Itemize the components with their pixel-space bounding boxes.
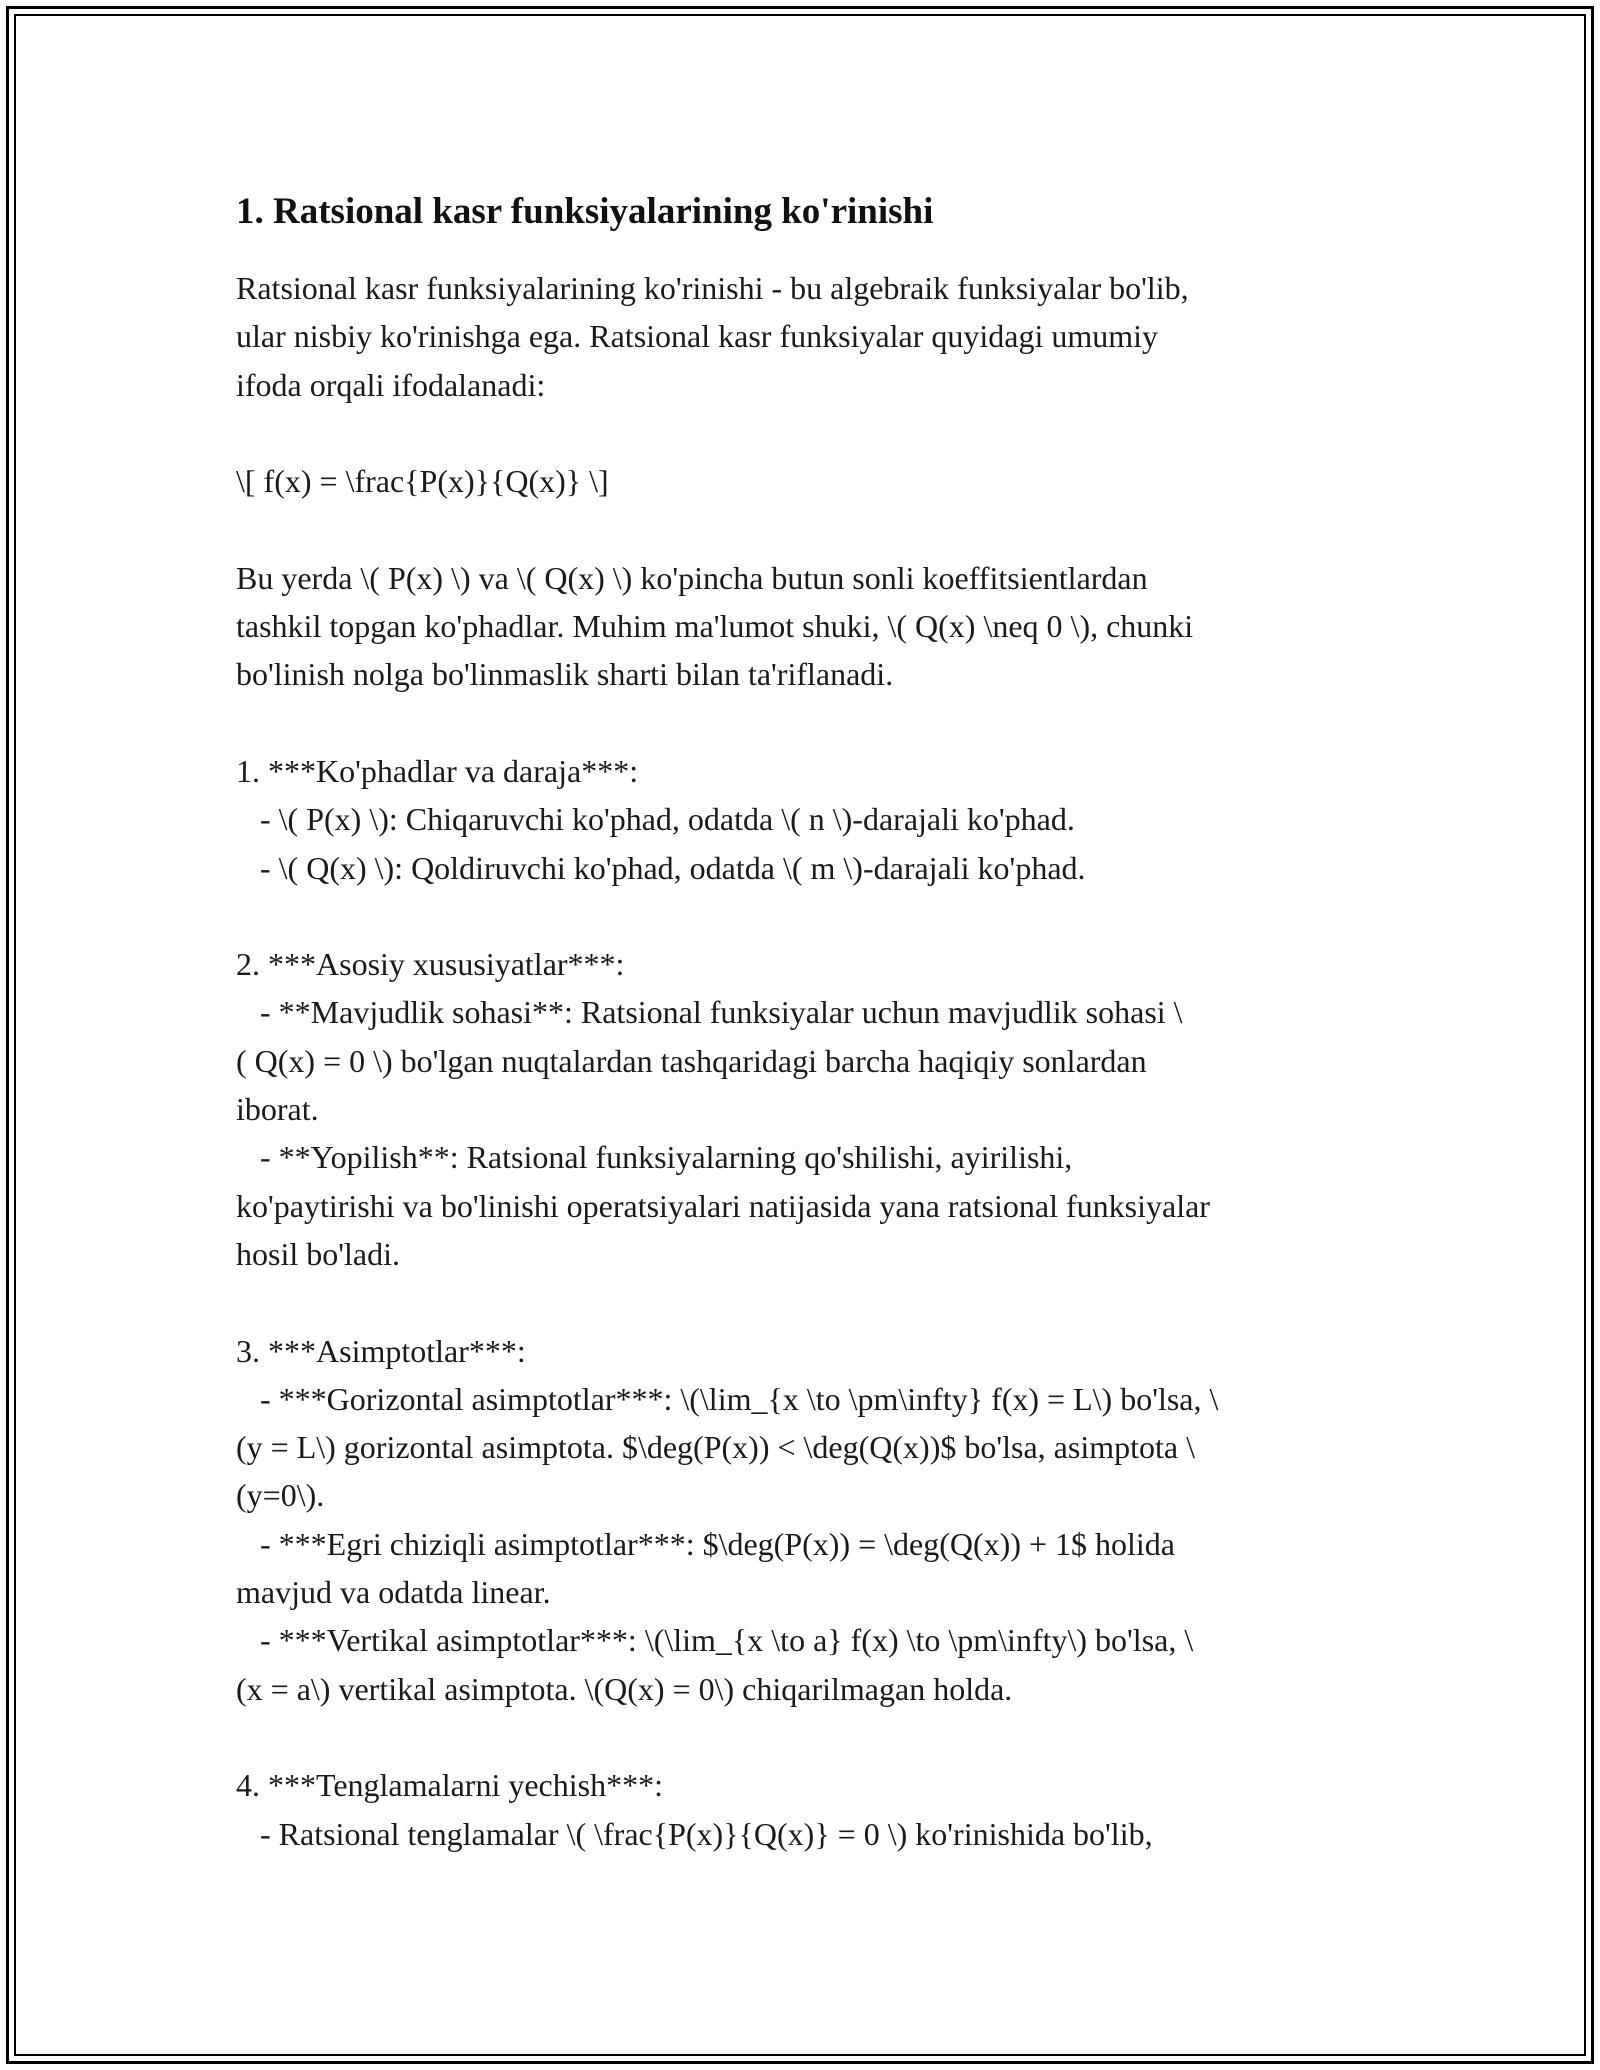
text-line: 2. ***Asosiy xususiyatlar***: bbox=[236, 946, 625, 983]
text-line: - **Yopilish**: Ratsional funksiyalarning qo'shilishi, ayirilishi, bbox=[236, 1139, 1073, 1176]
text-line: 1. ***Ko'phadlar va daraja***: bbox=[236, 752, 639, 789]
blank-line bbox=[236, 699, 1366, 747]
text-line: - ***Vertikal asimptotlar***: \(\lim_{x \to a} f(x) \to \pm\infty\) bo'lsa, \ bbox=[236, 1622, 1194, 1659]
text-line: mavjud va odatda linear. bbox=[236, 1574, 551, 1611]
text-line: Bu yerda \( P(x) \) va \( Q(x) \) ko'pincha butun sonli koeffitsientlardan bbox=[236, 559, 1148, 596]
text-line: bo'linish nolga bo'linmaslik sharti bilan ta'riflanadi. bbox=[236, 656, 894, 693]
blank-line bbox=[236, 505, 1366, 553]
text-line: - \( Q(x) \): Qoldiruvchi ko'phad, odatda \( m \)-darajali ko'phad. bbox=[236, 849, 1086, 886]
text-line: Ratsional kasr funksiyalarining ko'rinishi - bu algebraik funksiyalar bo'lib, bbox=[236, 270, 1189, 306]
text-line: iborat. bbox=[236, 1091, 319, 1128]
blank-line bbox=[236, 892, 1366, 940]
blank-line bbox=[236, 409, 1366, 457]
document-body bbox=[236, 264, 1366, 1858]
text-line: 3. ***Asimptotlar***: bbox=[236, 1332, 526, 1369]
text-line: 4. ***Tenglamalarni yechish***: bbox=[236, 1767, 663, 1804]
blank-line bbox=[236, 1278, 1366, 1326]
text-line: (x = a\) vertikal asimptota. \(Q(x) = 0\) chiqarilmagan holda. bbox=[236, 1670, 1013, 1707]
text-line: ( Q(x) = 0 \) bo'lgan nuqtalardan tashqaridagi barcha haqiqiy sonlardan bbox=[236, 1042, 1147, 1079]
blank-line bbox=[236, 1713, 1366, 1761]
text-line: \[ f(x) = \frac{P(x)}{Q(x)} \] bbox=[236, 463, 609, 500]
text-line: - Ratsional tenglamalar \( \frac{P(x)}{Q(x)} = 0 \) ko'rinishida bo'lib, bbox=[236, 1815, 1153, 1852]
text-line: (y = L\) gorizontal asimptota. $\deg(P(x)) < \deg(Q(x))$ bo'lsa, asimptota \ bbox=[236, 1429, 1195, 1466]
text-line: - ***Gorizontal asimptotlar***: \(\lim_{x \to \pm\infty} f(x) = L\) bo'lsa, \ bbox=[236, 1380, 1219, 1417]
text-line: ko'paytirishi va bo'linishi operatsiyalari natijasida yana ratsional funksiyalar bbox=[236, 1187, 1210, 1224]
text-line: ular nisbiy ko'rinishga ega. Ratsional kasr funksiyalar quyidagi umumiy bbox=[236, 318, 1159, 355]
text-line: - ***Egri chiziqli asimptotlar***: $\deg(P(x)) = \deg(Q(x)) + 1$ holida bbox=[236, 1525, 1175, 1562]
text-line: (y=0\). bbox=[236, 1477, 325, 1514]
text-line: ifoda orqali ifodalanadi: bbox=[236, 366, 546, 403]
text-line: hosil bo'ladi. bbox=[236, 1235, 400, 1272]
text-line: - \( P(x) \): Chiqaruvchi ko'phad, odatda \( n \)-darajali ko'phad. bbox=[236, 801, 1075, 838]
text-line: tashkil topgan ko'phadlar. Muhim ma'lumot shuki, \( Q(x) \neq 0 \), chunki bbox=[236, 608, 1194, 645]
document-page bbox=[236, 188, 1366, 1858]
document-title: 1. Ratsional kasr funksiyalarining ko'rinishi bbox=[236, 191, 934, 232]
text-line: - **Mavjudlik sohasi**: Ratsional funksiyalar uchun mavjudlik sohasi \ bbox=[236, 994, 1183, 1031]
